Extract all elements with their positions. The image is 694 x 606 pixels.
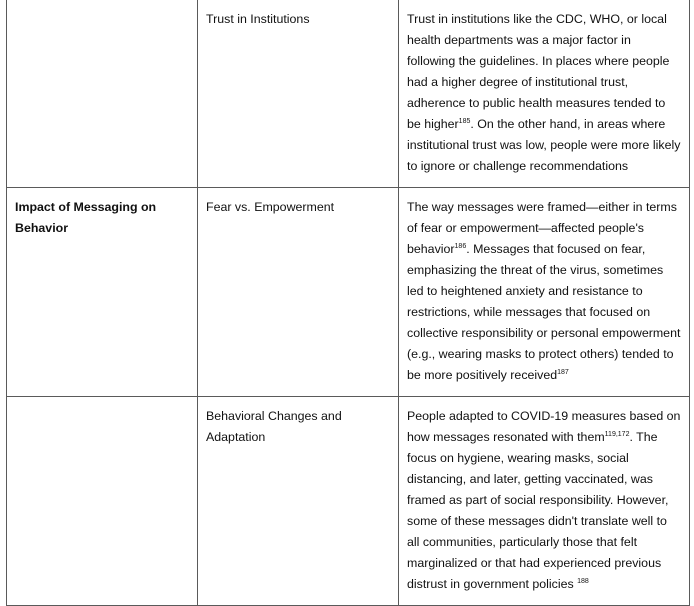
category-cell	[7, 0, 198, 188]
category-cell	[7, 397, 198, 606]
description-text: . Messages that focused on fear, emphasizing the threat of the virus, sometimes led to heightened anxiety and resistance to restrictions, while messages that focused on collective responsibility or personal empowerment (e.g., wearing masks to protect others) tended to be more positively received	[407, 242, 681, 382]
description-text: . The focus on hygiene, wearing masks, social distancing, and later, getting vaccinated, was framed as part of social responsibility. However, some of these messages didn't translate well to all communities, particularly those that felt marginalized or that had experienced previous distrust in government policies	[407, 430, 669, 591]
reference-superscript: 187	[557, 368, 569, 376]
reference-superscript: 185	[458, 117, 471, 125]
subcategory-cell: Trust in Institutions	[198, 0, 399, 188]
description-cell	[399, 188, 690, 397]
description-text: The way messages were framed—either in terms of fear or empowerment—affected people's behavior	[407, 200, 677, 256]
subcategory-cell: Behavioral Changes and Adaptation	[198, 397, 399, 606]
reference-superscript: 119,172	[604, 430, 630, 438]
reference-superscript: 186	[454, 242, 467, 250]
description-cell	[399, 0, 690, 188]
reference-superscript: 188	[577, 577, 589, 585]
table-row	[7, 0, 690, 188]
subcategory-cell: Fear vs. Empowerment	[198, 188, 399, 397]
description-text: Trust in institutions like the CDC, WHO, or local health departments was a major factor in following the guidelines. In places where people had a higher degree of institutional trust, adherence to public health measures tended to be higher	[407, 12, 670, 131]
messaging-table	[6, 0, 690, 606]
description-text: . On the other hand, in areas where institutional trust was low, people were more likely to ignore or challenge recommendations	[407, 117, 681, 173]
table-row	[7, 188, 690, 397]
description-cell	[399, 397, 690, 606]
table-row	[7, 397, 690, 606]
category-cell: Impact of Messaging on Behavior	[7, 188, 198, 397]
description-text: People adapted to COVID-19 measures based on how messages resonated with them	[407, 409, 681, 444]
